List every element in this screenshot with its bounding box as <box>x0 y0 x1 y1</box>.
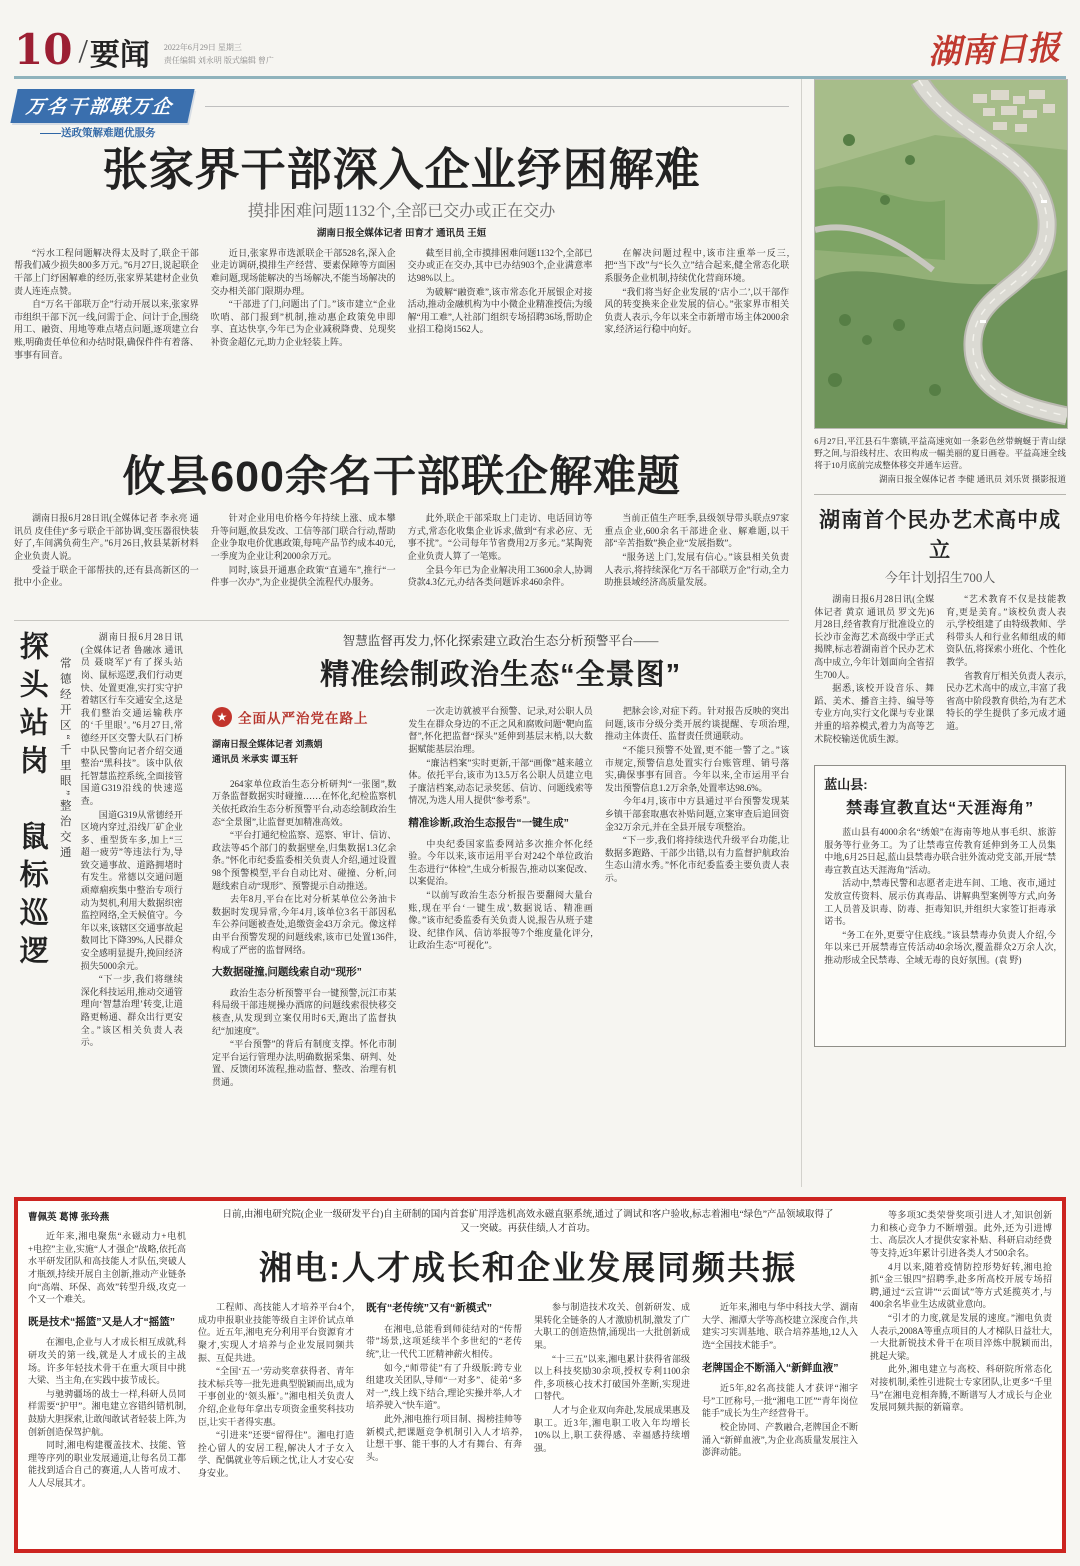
paragraph: 截至目前,全市摸排困难问题1132个,全部已交办或正在交办,其中已办结903个,企业满意率达98%以上。 <box>407 247 593 283</box>
paragraph: 针对企业用电价格今年持续上涨、成本攀升等问题,攸县发改、工信等部门联合行动,帮助企业争取电价优惠政策,每吨产品节约成本40元,一季度为企业让利2000余万元。 <box>210 513 396 561</box>
paragraph: 此外,湘电建立与高校、科研院所常态化对接机制,柔性引进院士专家团队,让更多“千里马”在湘电竞相奔腾,不断谱写人才成长与企业发展同频共振的新篇章。 <box>870 1364 1052 1413</box>
article-zhangjiajie <box>14 89 789 443</box>
article-huaihua <box>212 631 789 1187</box>
article1-column-3 <box>408 247 593 443</box>
paragraph: “平台预警”的背后有制度支撑。怀化市制定平台运行管理办法,明确数据采集、研判、处置、反馈闭环流程,推动监督、整改、治理有机贯通。 <box>212 1039 397 1087</box>
paragraph: 一次走访就被平台预警、记录,对公职人员发生在群众身边的不正之风和腐败问题“靶向监督”,怀化把监督“探头”延伸到基层末梢,以大数据赋能基层治理。 <box>408 706 593 754</box>
xiangdian-column-4-paras-a <box>702 1301 858 1351</box>
huaihua-col1-paras-b <box>212 987 396 1089</box>
top-region <box>14 79 1066 1187</box>
paragraph: 同时,该县开通惠企政策“直通车”,推行“一件事一次办”,为企业提供全流程代办服务。 <box>210 564 396 588</box>
paragraph: “我们将当好企业发展的‘店小二’,以干部作风的转变换来企业发展的信心。”张家界市相关负责人表示,今年以来全市新增市场主体2000余家,经济运行稳中向好。 <box>604 286 790 335</box>
paragraph: 校企协同、产教融合,老牌国企不断涌入“新鲜血液”,为企业高质量发展注入澎湃动能。 <box>702 1422 858 1458</box>
article2-headline: 攸县600余名干部联企解难题 <box>122 452 681 501</box>
xiangdian-left-paras-a <box>28 1230 186 1306</box>
huaihua-col2-paras-b <box>408 838 592 952</box>
huaihua-column-1 <box>212 705 396 1183</box>
paragraph: 同时,湘电构建覆盖技术、技能、管理等序列的职业发展通道,让每名员工都能找到适合自己的赛道,人人皆可成才、人人尽展其才。 <box>28 1440 186 1488</box>
paragraph: 264家单位政治生态分析研判“一张图”,数万条监督数据实时碰撞……在怀化,纪检监察机关依托政治生态分析预警平台,动态绘制政治生态“全景图”,让监督更加精准高效。 <box>212 778 397 827</box>
paragraph: 近5年,82名高技能人才获评“湘字号”工匠称号,一批“湘电工匠”“青年岗位能手”成长为生产经营骨干。 <box>702 1383 858 1419</box>
paragraph: 当前正值生产旺季,县级领导带头联点97家重点企业,600余名干部进企业、解难题,以干部“辛苦指数”换企业“发展指数”。 <box>604 513 790 549</box>
paragraph: “干部进了门,问题出了门。”该市建立“企业吹哨、部门报到”机制,推动惠企政策免申即享、直达快享,今年已为企业减税降费、兑现奖补资金超亿元,助力企业轻装上阵。 <box>210 299 396 347</box>
school-body <box>814 593 1066 753</box>
paragraph: “十三五”以来,湘电累计获得省部级以上科技奖励30余项,授权专利1100余件,多项核心技术打破国外垄断,实现进口替代。 <box>534 1353 690 1402</box>
section-title: 要闻 <box>89 39 150 72</box>
paragraph: 近年来,湘电与华中科技大学、湖南大学、湘潭大学等高校建立深度合作,共建实习实训基地、联合培养基地,12人入选“全国技术能手”。 <box>702 1302 858 1350</box>
middle-band <box>14 620 789 1187</box>
xiangdian-column-2 <box>366 1301 522 1541</box>
paragraph: 此外,湘电推行项目制、揭榜挂帅等新模式,把课题竞争机制引入人才培养,让想干事、能干事的人才有舞台、有奔头。 <box>366 1414 522 1462</box>
article1-subhead: 摸排困难问题1132个,全部已交办或正在交办 <box>247 202 556 220</box>
editor-line: 责任编辑 刘永明 版式编辑 曾广 <box>163 56 274 66</box>
changde-body-column <box>81 631 183 1187</box>
paragraph: 4月以来,随着疫情防控形势好转,湘电抢抓“金三银四”招聘季,赴多所高校开展专场招聘,通过“云宣讲”“云面试”等方式延揽英才,与400余名毕业生达成就业意向。 <box>870 1261 1052 1310</box>
paragraph: “平台打通纪检监察、巡察、审计、信访、政法等45个部门的数据壁垒,归集数据1.3亿余条。”怀化市纪委监委相关负责人介绍,通过设置98个预警模型,平台自动比对、碰撞、分析,问题线索自动“现形”、预警提示自动推送。 <box>212 830 397 891</box>
huaihua-lead: 智慧监督再发力,怀化探索建立政治生态分析预警平台—— <box>342 634 659 649</box>
article1-column-4 <box>604 247 789 443</box>
article-art-school <box>814 494 1066 753</box>
xiangdian-body-columns <box>198 1301 858 1541</box>
huaihua-column-3 <box>605 705 789 1183</box>
photo-caption-text: 6月27日,平江县石牛寨镇,平益高速宛如一条彩色丝带蜿蜒于青山绿野之间,与沿线村庄、农田构成一幅美丽的夏日画卷。平益高速全线将于10月底前完成整体移交并通车运营。 <box>814 436 1066 470</box>
paragraph: “全国‘五一’劳动奖章获得者、青年技术标兵等一批先进典型脱颖而出,成为干事创业的‘领头雁’。”湘电相关负责人介绍,企业每年拿出专项资金重奖科技功臣,让实干者得实惠。 <box>198 1366 354 1427</box>
paragraph: 在湘电,总能看到师徒结对的“传帮带”场景,这项延续半个多世纪的“老传统”,让一代代工匠精神薪火相传。 <box>366 1323 522 1360</box>
paragraph: 今年4月,该市中方县通过平台预警发现某乡镇干部套取惠农补贴问题,立案审查后追回资金32万余元,并在全县开展专项整治。 <box>604 796 790 832</box>
party-column-label-text: 全面从严治党在路上 <box>238 711 369 727</box>
paragraph: 此外,联企干部采取上门走访、电话回访等方式,常态化收集企业诉求,做到“有求必应、无事不扰”。“公司每年节省费用2万多元。”某陶瓷企业负责人算了一笔账。 <box>407 513 593 561</box>
campaign-banner-subtitle: ——送政策解难题优服务 <box>40 127 156 139</box>
huaihua-byline-reporter: 湖南日报全媒体记者 刘燕娟 <box>212 739 323 750</box>
changde-vertical-subtitle: 常德经开区“千里眼”整治交通 <box>58 657 71 862</box>
xiangdian-column-2-paras <box>366 1323 522 1464</box>
huaihua-col1-paras-a <box>212 778 396 956</box>
huaihua-subhead-1: 大数据碰撞,问题线索自动“现形” <box>212 966 362 979</box>
huaihua-headline: 精准绘制政治生态“全景图” <box>320 659 682 692</box>
paragraph: “引进来”还要“留得住”。湘电打造拴心留人的安居工程,解决人才子女入学、配偶就业等后顾之忧,让人才安心安身安业。 <box>198 1430 354 1478</box>
paragraph: 中央纪委国家监委网站多次推介怀化经验。今年以来,该市运用平台对242个单位政治生态进行“体检”,生成分析报告,推动以案促改、以案促治。 <box>408 838 593 887</box>
right-column <box>801 79 1066 1187</box>
article1-column-1 <box>14 247 199 443</box>
paragraph: 政治生态分析预警平台一键预警,沅江市某科局级干部违规操办酒席的问题线索很快移交核查,从发现到立案仅用时6天,跑出了监督执纪“加速度”。 <box>212 987 397 1036</box>
paragraph: 国道G319从常德经开区境内穿过,沿线厂矿企业多、重型货车多,加上“三超一疲劳”等违法行为,导致交通事故、道路拥堵时有发生。常德以交通问题顽瘴痼疾集中整治专项行动为契机,利用大数据织密监控网络,全天候值守。今年以来,该辖区交通事故起数同比下降39%,人民群众安全感明显提升,挽回经济损失5000余元。 <box>80 809 183 971</box>
paragraph: “务工在外,更要守住底线。”该县禁毒办负责人介绍,今年以来已开展禁毒宣传活动40余场次,覆盖群众2万余人次,推动形成全民禁毒、全域无毒的良好氛围。(袁 野) <box>824 929 1056 965</box>
huaihua-column-2 <box>408 705 592 1183</box>
xiangdian-left-paras-b <box>28 1336 186 1489</box>
paragraph: 为破解“融资难”,该市常态化开展银企对接活动,推动金融机构为中小微企业精准授信;为缓解“用工难”,人社部门组织专场招聘36场,帮助企业招工稳岗1562人。 <box>407 286 593 335</box>
article-changde <box>14 631 200 1187</box>
lanshan-body <box>824 826 1056 1038</box>
article2-column-2 <box>211 512 396 610</box>
xiangdian-subhead-2: 既有“老传统”又有“新模式” <box>366 1302 492 1315</box>
paragraph: “下一步,我们将继续深化科技运用,推动交通管理向‘智慧治理’转变,让道路更畅通、群众出行更安全。”该区相关负责人表示。 <box>80 974 183 1048</box>
paragraph: 在解决问题过程中,该市注重举一反三,把“当下改”与“长久立”结合起来,健全常态化联系服务企业机制,持续优化营商环境。 <box>604 247 790 283</box>
xiangdian-column-4-paras-b <box>702 1382 858 1459</box>
paragraph: “下一步,我们将持续迭代升级平台功能,让数据多跑路、干部少出错,以有力监督护航政治生态山清水秀。”怀化市纪委监委主要负责人表示。 <box>604 835 790 883</box>
paragraph: 工程师、高技能人才培养平台4个,成功申报职业技能等级自主评价试点单位。近五年,湘电充分利用平台资源育才聚才,实现人才培养与企业发展同频共振、互促共进。 <box>198 1302 354 1363</box>
article1-byline: 湖南日报全媒体记者 田育才 通讯员 王姮 <box>316 227 487 239</box>
article2-column-1 <box>14 512 199 610</box>
article-youxian <box>14 453 789 610</box>
school-headline: 湖南首个民办艺术高中成立 <box>819 509 1062 562</box>
paragraph: 在湘电,企业与人才成长相互成就,科研攻关的第一线,就是人才成长的主战场。许多年轻技术骨干在重大项目中挑大梁、当主角,在实践中拔节成长。 <box>28 1337 186 1386</box>
paragraph: 受益于联企干部帮扶的,还有县高新区的一批中小企业。 <box>14 564 199 588</box>
paragraph: 等多项3C类荣誉奖项引进人才,知识创新力和核心竞争力不断增强。此外,还为引进博士、高层次人才提供安家补贴、科研启动经费等支持,近3年累计引进各类人才500余名。 <box>870 1210 1052 1258</box>
school-subhead: 今年计划招生700人 <box>884 570 996 585</box>
paragraph: “污水工程问题解决得太及时了,联企干部帮我们减少损失800多万元。”6月27日,说起联企干部上门纾困解难的经历,张家界某建材企业负责人连连点赞。 <box>14 247 199 296</box>
paragraph: 近日,张家界市选派联企干部528名,深入企业走访调研,摸排生产经营、要素保障等方面困难问题,现场能解决的当场解决,不能当场解决的交办相关部门限期办理。 <box>210 247 396 296</box>
huaihua-byline <box>212 737 396 768</box>
xiangdian-left-column <box>28 1209 186 1541</box>
page-header <box>14 24 1066 79</box>
party-emblem-icon: ★ <box>212 707 232 727</box>
xiangdian-lead: 日前,由湘电研究院(企业一级研发平台)自主研制的国内首套矿用浮选机高效永磁直驱系统,通过了调试和客户验收,标志着湘电“绿色”产品领域取得了又一突破。再获佳绩,人才首功。 <box>222 1210 834 1234</box>
article1-column-2 <box>211 247 396 443</box>
xiangdian-column-3 <box>534 1301 690 1541</box>
huaihua-subhead-2: 精准诊断,政治生态报告“一键生成” <box>408 816 569 829</box>
photo-caption <box>814 435 1066 485</box>
paragraph: 近年来,湘电聚焦“永磁动力+电机+电控”主业,实施“人才强企”战略,依托高水平研发团队和高技能人才队伍,突破人才瓶颈,持续开展自主创新,推动产业链条向“高端、环保、高效”转型升级,攻克一个又一个难关。 <box>28 1231 186 1305</box>
xiangdian-right-column <box>870 1209 1052 1541</box>
article-lanshan-box <box>814 765 1066 1047</box>
party-column-label <box>212 707 396 727</box>
slash-divider: / <box>78 33 88 70</box>
xiangdian-headline: 湘电:人才成长和企业发展同频共振 <box>259 1249 797 1287</box>
article2-body <box>14 512 789 610</box>
aerial-highway-photo <box>814 79 1068 429</box>
masthead-logo: 湖南日报 <box>927 27 1061 72</box>
banner-rule <box>205 106 789 107</box>
changde-vertical-headline: 探头站岗 鼠标巡逻 <box>15 631 48 974</box>
xiangdian-subhead-1: 既是技术“摇篮”又是人才“摇篮” <box>28 1315 175 1328</box>
huaihua-col2-paras-a <box>408 705 592 807</box>
campaign-banner-row <box>14 89 789 123</box>
paragraph: 全县今年已为企业解决用工3600余人,协调贷款4.3亿元,办结各类问题诉求460余件。 <box>407 564 593 588</box>
paragraph: 据悉,该校开设音乐、舞蹈、美术、播音主持、编导等专业方向,实行文化课与专业课并重的培养模式,着力为高等艺术院校输送优质生源。 <box>814 683 935 744</box>
article1-headline: 张家界干部深入企业纾困解难 <box>102 144 701 195</box>
paragraph: 参与制造技术攻关、创新研发、成果转化全链条的人才激励机制,激发了广大职工的创造热情,涌现出一大批创新成果。 <box>534 1302 690 1350</box>
paragraph: 人才与企业双向奔赴,发展成果惠及职工。近3年,湘电职工收入年均增长10%以上,职工获得感、幸福感持续增强。 <box>534 1404 690 1453</box>
xiangdian-subhead-3: 老牌国企不断涌入“新鲜血液” <box>702 1361 839 1374</box>
paragraph: 去年8月,平台在比对分析某单位公务油卡数据时发现异常,今年4月,该单位3名干部因私车公养问题被查处,追缴资金43万余元。像这样由平台预警发现的问题线索,该市已处置136件,构成了严密的监督网络。 <box>212 894 397 955</box>
paragraph: “引才的力度,就是发展的速度。”湘电负责人表示,2008A等重点项目的人才梯队日益壮大,一大批新锐技术骨干在项目淬炼中脱颖而出,挑起大梁。 <box>870 1312 1053 1361</box>
paragraph: 活动中,禁毒民警和志愿者走进车间、工地、夜市,通过发放宣传资料、展示仿真毒品、讲解典型案例等方式,向务工人员普及识毒、防毒、拒毒知识,并组织大家签订拒毒承诺书。 <box>824 878 1056 927</box>
left-main-region <box>14 79 789 1187</box>
paragraph: “以前写政治生态分析报告要翻阅大量台账,现在平台‘一键生成’,数据说话、精准画像。”该市纪委监委有关负责人说,报告从班子建设、纪律作风、信访举报等7个维度量化评分,让政治生态“可视化”。 <box>408 890 593 951</box>
xiangdian-column-1 <box>198 1301 354 1541</box>
lanshan-headline: 禁毒宣教直达“天涯海角” <box>846 800 1035 817</box>
paragraph: 湖南日报6月28日讯(全媒体记者 黄京 通讯员 罗文先)6月28日,经省教育厅批准设立的长沙市金海艺术高级中学正式揭牌,标志着湖南首个民办艺术高中成立,今年计划面向全省招生700人。 <box>814 594 935 680</box>
campaign-banner-label: 万名干部联万企 <box>24 97 175 118</box>
photo-credit: 湖南日报全媒体记者 李健 通讯员 刘乐贤 摄影报道 <box>878 474 1066 484</box>
paragraph: 蓝山县有4000余名“绣娘”在海南等地从事毛织、旅游服务等行业务工。为了让禁毒宣传教育延伸到务工人员集中地,6月25日起,蓝山县禁毒办联合驻外流动党支部,开展“禁毒宣教直达天涯海角”活动。 <box>824 827 1056 875</box>
school-column-1 <box>814 593 934 753</box>
article-xiangdian-feature <box>14 1197 1066 1553</box>
lanshan-title-prefix: 蓝山县: <box>824 777 868 792</box>
paragraph: 湖南日报6月28日讯(全媒体记者 李永亮 通讯员 皮佳佳)“多亏联企干部协调,变压器很快装好了,车间满负荷生产。”6月26日,攸县某新材料企业负责人说。 <box>14 513 199 561</box>
paragraph: “艺术教育不仅是技能教育,更是美育。”该校负责人表示,学校组建了由特级教师、学科带头人和行业名师组成的师资队伍,将探索小班化、个性化教学。 <box>946 594 1066 667</box>
article2-column-3 <box>408 512 593 610</box>
paragraph: 自“万名干部联万企”行动开展以来,张家界市组织干部下沉一线,问需于企、问计于企,围绕用工、融资、用地等难点堵点问题,逐项建立台账,明确责任单位和办结时限,确保件件有着落、事事有回音。 <box>14 299 199 360</box>
xiangdian-authors: 曹佩英 葛博 张玲燕 <box>28 1212 110 1224</box>
page-number: 10 <box>14 25 73 74</box>
paragraph: 省教育厅相关负责人表示,民办艺术高中的成立,丰富了我省高中阶段教育供给,为有艺术特长的学生提供了多元成才通道。 <box>946 670 1066 731</box>
header-meta <box>164 42 274 71</box>
campaign-banner <box>10 89 194 123</box>
article2-column-4 <box>604 512 789 610</box>
huaihua-byline-correspondent: 通讯员 米承实 谭玉轩 <box>212 754 299 765</box>
huaihua-body <box>212 705 789 1183</box>
xiangdian-column-4 <box>702 1301 858 1541</box>
date-line: 2022年6月29日 星期三 <box>163 43 242 53</box>
xiangdian-center-block <box>198 1209 858 1541</box>
paragraph: “廉洁档案”实时更新,干部“画像”越来越立体。依托平台,该市为13.5万名公职人员建立电子廉洁档案,动态记录奖惩、信访、问题线索等情况,为选人用人提供“参考系”。 <box>408 757 593 806</box>
paragraph: 如今,“师带徒”有了升级版:跨专业组建攻关团队,导师“一对多”、徒弟“多对一”,线上线下结合,理论实操并举,人才培养驶入“快车道”。 <box>366 1362 522 1411</box>
paragraph: “服务送上门,发展有信心。”该县相关负责人表示,将持续深化“万名干部联万企”行动,全力助推县域经济高质量发展。 <box>604 551 790 588</box>
school-column-2 <box>946 593 1066 753</box>
paragraph: 湖南日报6月28日讯(全媒体记者 鲁融冰 通讯员 聂晓军)“有了探头站岗、鼠标巡逻,我们行动更快、处置更准,实打实守护着辖区行车交通安全,这是我们整治交通运输秩序的‘千里眼’。”6月27日,常德经开区交警大队石门桥中队民警向记者介绍交通整治“黑科技”。该中队依托智慧监控系统,全面接管国道G319沿线的快速巡查。 <box>80 632 183 806</box>
paragraph: 把脉会诊,对症下药。针对报告反映的突出问题,该市分级分类开展约谈提醒、专项治理,推动主体责任、监督责任贯通联动。 <box>604 706 790 742</box>
paragraph: 与驰骋疆场的战士一样,科研人员同样需要“护甲”。湘电建立容错纠错机制,鼓励大胆探索,让敢闯敢试者轻装上阵,为创新创造保驾护航。 <box>28 1388 186 1437</box>
article1-body <box>14 247 789 443</box>
paragraph: “不能只预警不处置,更不能一警了之。”该市规定,预警信息处置实行台账管理、销号落实,确保事事有回音。今年以来,全市运用平台发出预警信息1.2万余条,处置率达98.6%。 <box>604 744 790 793</box>
